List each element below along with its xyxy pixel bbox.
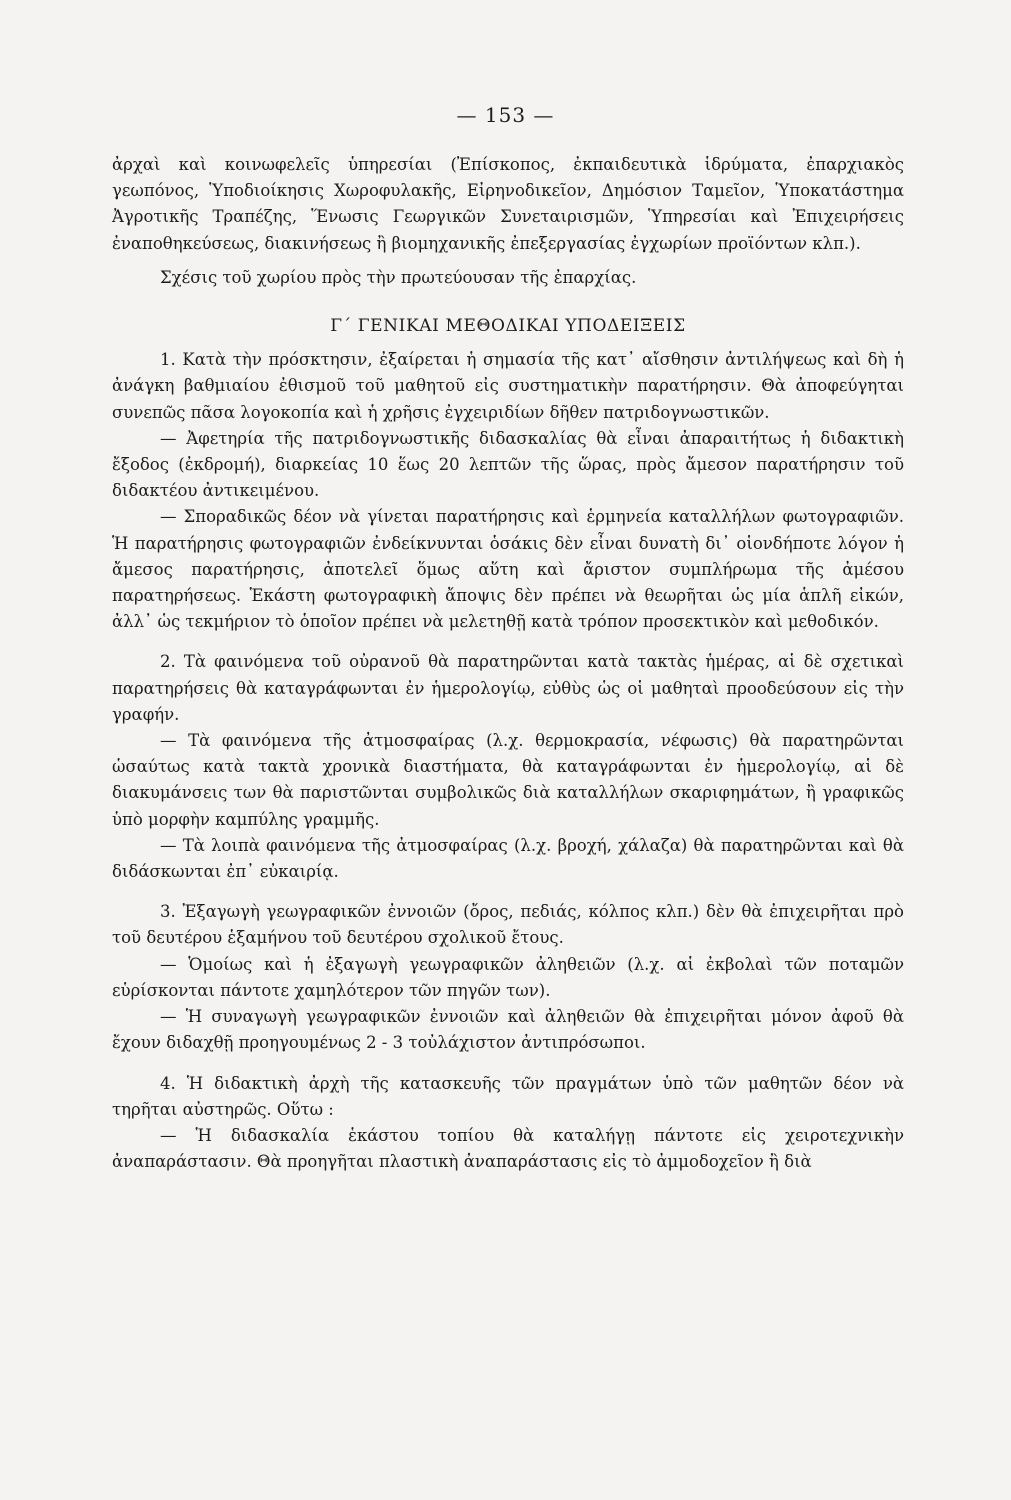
paragraph: Σχέσις τοῦ χωρίου πρὸς τὴν πρωτεύουσαν τῆς ἐπαρχίας.: [160, 267, 637, 287]
paragraph: 4. Ἡ διδακτικὴ ἀρχὴ τῆς κατασκευῆς τῶν πραγμάτων ὑπὸ τῶν μαθητῶν δέον νὰ τηρῆται αὐστηρῶς. Οὕτω :: [112, 1073, 904, 1119]
paragraph: — Ὁμοίως καὶ ἡ ἐξαγωγὴ γεωγραφικῶν ἀληθειῶν (λ.χ. αἱ ἐκβολαὶ τῶν ποταμῶν εὑρίσκονται πάντοτε χαμηλότερον τῶν πηγῶν των).: [112, 954, 904, 1000]
paragraph: — Ἡ διδασκαλία ἑκάστου τοπίου θὰ καταλήγῃ πάντοτε εἰς χειροτεχνικὴν ἀναπαράστασιν. Θὰ προηγῆται πλαστικὴ ἀναπαράστασις εἰς τὸ ἀμμοδοχεῖον ἢ διὰ: [112, 1125, 904, 1172]
paragraph: — Σποραδικῶς δέον νὰ γίνεται παρατήρησις καὶ ἑρμηνεία καταλλήλων φωτογραφιῶν. Ἡ παρατήρησις φωτογραφιῶν ἐνδείκνυνται ὁσάκις δὲν εἶναι δυνατὴ δι᾽ οἱονδήποτε λόγον ἡ ἄμεσος παρατήρησις, ἀποτελεῖ ὅμως αὕτη καὶ ἄριστον συμπλήρωμα τῆς ἀμέσου παρατηρήσεως. Ἑκάστη φωτογραφικὴ ἄποψις δὲν πρέπει νὰ θεωρῆται ὡς μία ἁπλῆ εἰκών, ἀλλ᾽ ὡς τεκμήριον τὸ ὁποῖον πρέπει νὰ μελετηθῇ κατὰ τρόπον προσεκτικὸν καὶ μεθοδικόν.: [112, 507, 904, 632]
body-text: [112, 152, 904, 1175]
paragraph: — Ἀφετηρία τῆς πατριδογνωστικῆς διδασκαλίας θὰ εἶναι ἀπαραιτήτως ἡ διδακτικὴ ἔξοδος (ἐκδρομή), διαρκείας 10 ἕως 20 λεπτῶν τῆς ὥρας, πρὸς ἄμεσον παρατήρησιν τοῦ διδακτέου ἀντικειμένου.: [112, 428, 904, 501]
paragraph: — Ἡ συναγωγὴ γεωγραφικῶν ἐννοιῶν καὶ ἀληθειῶν θὰ ἐπιχειρῆται μόνον ἀφοῦ θὰ ἔχουν διδαχθῇ προηγουμένως 2 - 3 τοὐλάχιστον ἀντιπρόσωποι.: [112, 1007, 904, 1053]
paragraph: 2. Τὰ φαινόμενα τοῦ οὐρανοῦ θὰ παρατηρῶνται κατὰ τακτὰς ἡμέρας, αἱ δὲ σχετικαὶ παρατηρήσεις θὰ καταγράφωνται ἐν ἡμερολογίῳ, εὐθὺς ὡς οἱ μαθηταὶ προοδεύσουν εἰς τὴν γραφήν.: [112, 652, 904, 724]
paragraph: 1. Κατὰ τὴν πρόσκτησιν, ἐξαίρεται ἡ σημασία τῆς κατ᾽ αἴσθησιν ἀντιλήψεως καὶ δὴ ἡ ἀνάγκη βαθμιαίου ἐθισμοῦ τοῦ μαθητοῦ εἰς συστηματικὴν παρατήρησιν. Θὰ ἀποφεύγηται συνεπῶς πᾶσα λογοκοπία καὶ ἡ χρῆσις ἐγχειριδίων δῆθεν πατριδογνωστικῶν.: [112, 350, 904, 422]
paragraph: 3. Ἐξαγωγὴ γεωγραφικῶν ἐννοιῶν (ὄρος, πεδιάς, κόλπος κλπ.) δὲν θὰ ἐπιχειρῆται πρὸ τοῦ δευτέρου ἑξαμήνου τοῦ δευτέρου σχολικοῦ ἔτους.: [112, 902, 904, 948]
paragraph: — Τὰ φαινόμενα τῆς ἀτμοσφαίρας (λ.χ. θερμοκρασία, νέφωσις) θὰ παρατηρῶνται ὡσαύτως κατὰ τακτὰ χρονικὰ διαστήματα, θὰ καταγράφωνται ἐν ἡμερολογίῳ, αἱ δὲ διακυμάνσεις των θὰ παριστῶνται συμβολικῶς διὰ καταλλήλων σκαριφημάτων, ἢ γραφικῶς ὑπὸ μορφὴν καμπύλης γραμμῆς.: [112, 731, 904, 829]
paragraph: ἀρχαὶ καὶ κοινωφελεῖς ὑπηρεσίαι (Ἐπίσκοπος, ἐκπαιδευτικὰ ἱδρύματα, ἐπαρχιακὸς γεωπόνος, Ὑποδιοίκησις Χωροφυλακῆς, Εἰρηνοδικεῖον, Δημόσιον Ταμεῖον, Ὑποκατάστημα Ἀγροτικῆς Τραπέζης, Ἕνωσις Γεωργικῶν Συνεταιρισμῶν, Ὑπηρεσίαι καὶ Ἐπιχειρήσεις ἐναποθηκεύσεως, διακινήσεως ἢ βιομηχανικῆς ἐπεξεργασίας ἐγχωρίων προϊόντων κλπ.).: [112, 155, 904, 253]
paragraph: — Τὰ λοιπὰ φαινόμενα τῆς ἀτμοσφαίρας (λ.χ. βροχή, χάλαζα) θὰ παρατηρῶνται καὶ θὰ διδάσκωνται ἐπ᾽ εὐκαιρίᾳ.: [112, 835, 904, 882]
section-heading: Γ΄ ΓΕΝΙΚΑΙ ΜΕΘΟΔΙΚΑΙ ΥΠΟΔΕΙΞΕΙΣ: [330, 316, 686, 337]
page-number: — 153 —: [456, 103, 555, 127]
